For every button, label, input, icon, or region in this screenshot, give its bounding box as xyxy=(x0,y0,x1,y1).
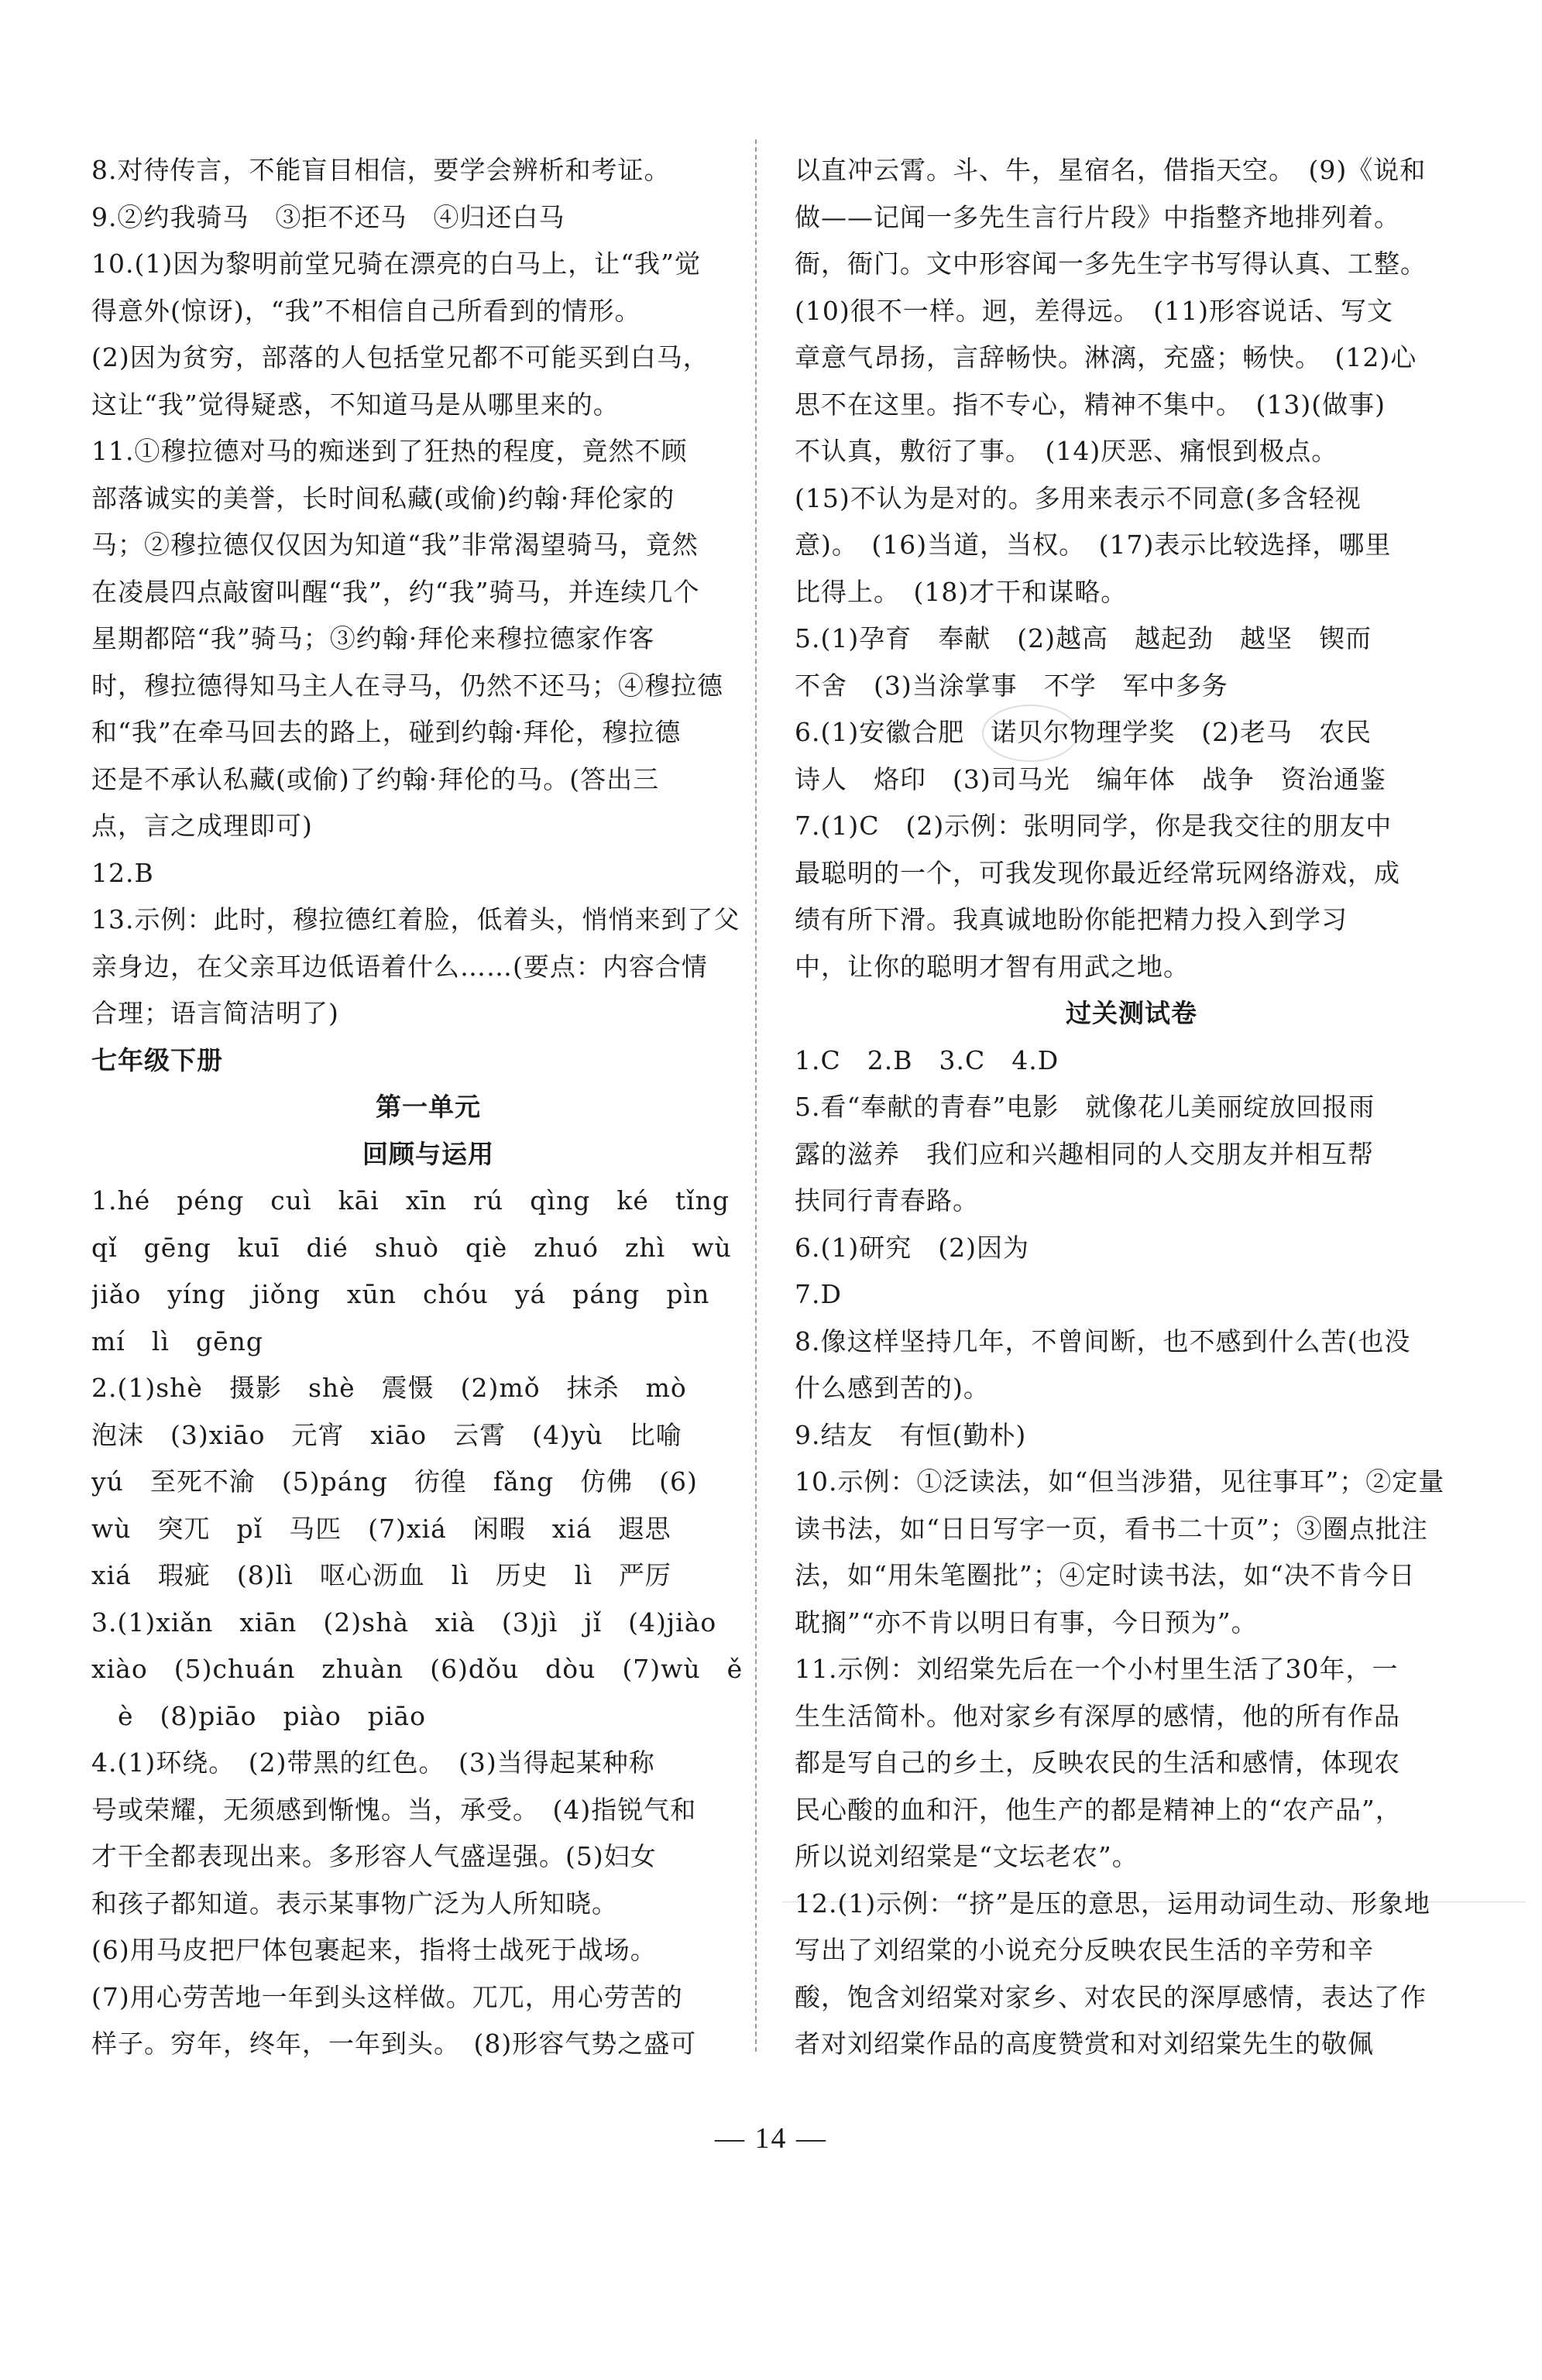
text-line: 和“我”在牵马回去的路上，碰到约翰·拜伦，穆拉德 xyxy=(91,717,682,747)
text-line: 时，穆拉德得知马主人在寻马，仍然不还马；④穆拉德 xyxy=(91,670,723,701)
text-line: 11.示例：刘绍棠先后在一个小村里生活了30年，一 xyxy=(795,1654,1399,1684)
text-line: 马；②穆拉德仅仅因为知道“我”非常渴望骑马，竟然 xyxy=(91,530,699,560)
text-line: 10.(1)因为黎明前堂兄骑在漂亮的白马上，让“我”觉 xyxy=(91,249,701,279)
text-line: 1.hé péng cuì kāi xīn rú qìng ké tǐng xyxy=(91,1185,730,1216)
text-line: 什么感到苦的)。 xyxy=(795,1373,990,1403)
text-line: 7.(1)C (2)示例：张明同学，你是我交往的朋友中 xyxy=(795,811,1393,841)
text-line: 衙，衙门。文中形容闻一多先生字书写得认真、工整。 xyxy=(795,249,1427,279)
text-line: 9.结友 有恒(勤朴) xyxy=(795,1419,1027,1450)
text-line: 章意气昂扬，言辞畅快。淋漓，充盛；畅快。 (12)心 xyxy=(795,342,1417,372)
text-line: 才干全都表现出来。多形容人气盛逞强。(5)妇女 xyxy=(91,1841,657,1871)
text-line: 点，言之成理即可) xyxy=(91,811,313,841)
unit-heading: 第一单元 xyxy=(376,1092,481,1122)
text-line: (7)用心劳苦地一年到头这样做。兀兀，用心劳苦的 xyxy=(91,1981,683,2012)
left-column xyxy=(91,147,765,2068)
text-line: mí lì gēng xyxy=(91,1325,263,1356)
text-line: 合理；语言简洁明了) xyxy=(91,998,339,1028)
text-line: è (8)piāo piào piāo xyxy=(91,1700,426,1731)
text-line: 诗人 烙印 (3)司马光 编年体 战争 资治通鉴 xyxy=(795,763,1386,794)
text-line: 者对刘绍棠作品的高度赞赏和对刘绍棠先生的敬佩 xyxy=(795,2028,1374,2059)
text-line: 读书法，如“日日写字一页，看书二十页”；③圈点批注 xyxy=(795,1513,1428,1544)
text-line: 不认真，敷衍了事。 (14)厌恶、痛恨到极点。 xyxy=(795,436,1338,466)
text-line: 这让“我”觉得疑惑，不知道马是从哪里来的。 xyxy=(91,389,620,420)
grade-heading: 七年级下册 xyxy=(91,1044,223,1075)
text-line: 8.对待传言，不能盲目相信，要学会辨析和考证。 xyxy=(91,155,671,185)
text-line: 做——记闻一多先生言行片段》中指整齐地排列着。 xyxy=(795,201,1400,232)
text-line: 10.示例：①泛读法，如“但当涉猎，见往事耳”；②定量 xyxy=(795,1466,1445,1497)
text-line: (10)很不一样。迥，差得远。 (11)形容说话、写文 xyxy=(795,295,1393,326)
text-line: xiào (5)chuán zhuàn (6)dǒu dòu (7)wù ě xyxy=(91,1654,744,1684)
text-line: 9.②约我骑马 ③拒不还马 ④归还白马 xyxy=(91,201,565,232)
text-line: 最聪明的一个，可我发现你最近经常玩网络游戏，成 xyxy=(795,857,1400,888)
text-line: 4.(1)环绕。 (2)带黑的红色。 (3)当得起某种称 xyxy=(91,1747,655,1778)
text-line: 12.B xyxy=(91,857,154,888)
text-line: 思不在这里。指不专心，精神不集中。 (13)(做事) xyxy=(795,389,1386,420)
text-line: 7.D xyxy=(795,1279,842,1309)
text-line: 泡沫 (3)xiāo 元宵 xiāo 云霄 (4)yù 比喻 xyxy=(91,1419,682,1450)
text-line: 1.C 2.B 3.C 4.D xyxy=(795,1044,1059,1075)
text-line: 6.(1)研究 (2)因为 xyxy=(795,1232,1029,1263)
test-heading: 过关测试卷 xyxy=(1066,998,1197,1028)
text-line: (6)用马皮把尸体包裹起来，指将士战死于战场。 xyxy=(91,1935,657,1965)
text-line: 12.(1)示例：“挤”是压的意思，运用动词生动、形象地 xyxy=(795,1888,1430,1919)
text-line: qǐ gēng kuī dié shuò qiè zhuó zhì wù xyxy=(91,1232,732,1263)
text-line: 在凌晨四点敲窗叫醒“我”，约“我”骑马，并连续几个 xyxy=(91,576,700,607)
text-line: 得意外(惊讶)，“我”不相信自己所看到的情形。 xyxy=(91,295,641,326)
text-line: xiá 瑕疵 (8)lì 呕心沥血 lì 历史 lì 严厉 xyxy=(91,1560,671,1590)
text-line: 不舍 (3)当涂掌事 不学 军中多务 xyxy=(795,670,1228,701)
text-line: wù 突兀 pǐ 马匹 (7)xiá 闲暇 xiá 遐思 xyxy=(91,1513,671,1544)
text-line: 号或荣耀，无须感到惭愧。当，承受。 (4)指锐气和 xyxy=(91,1794,697,1825)
text-line: 所以说刘绍棠是“文坛老农”。 xyxy=(795,1841,1138,1871)
text-line: 生生活简朴。他对家乡有深厚的感情，他的所有作品 xyxy=(795,1700,1400,1731)
text-line: 5.看“奉献的青春”电影 就像花儿美丽绽放回报雨 xyxy=(795,1092,1375,1122)
text-line: 扶同行青春路。 xyxy=(795,1185,979,1216)
text-line: 酸，饱含刘绍棠对家乡、对农民的深厚感情，表达了作 xyxy=(795,1981,1427,2012)
text-line: 部落诚实的美誉，长时间私藏(或偷)约翰·拜伦家的 xyxy=(91,482,675,513)
text-line: 5.(1)孕育 奉献 (2)越高 越起劲 越坚 锲而 xyxy=(795,623,1372,653)
right-column xyxy=(795,147,1468,2068)
text-line: 耽搁”“亦不肯以明日有事，今日预为”。 xyxy=(795,1607,1258,1638)
text-line: 星期都陪“我”骑马；③约翰·拜伦来穆拉德家作客 xyxy=(91,623,655,653)
text-line: (15)不认为是对的。多用来表示不同意(多含轻视 xyxy=(795,482,1362,513)
page-number: — 14 — xyxy=(715,2122,827,2155)
text-line: 还是不承认私藏(或偷)了约翰·拜伦的马。(答出三 xyxy=(91,763,660,794)
text-line: 11.①穆拉德对马的痴迷到了狂热的程度，竟然不顾 xyxy=(91,436,688,466)
section-heading: 回顾与运用 xyxy=(362,1138,494,1169)
text-line: 露的滋养 我们应和兴趣相同的人交朋友并相互帮 xyxy=(795,1138,1374,1169)
text-line: 样子。穷年，终年，一年到头。 (8)形容气势之盛可 xyxy=(91,2028,697,2059)
text-line: 6.(1)安徽合肥 诺贝尔物理学奖 (2)老马 农民 xyxy=(795,717,1372,747)
text-line: (2)因为贫穷，部落的人包括堂兄都不可能买到白马， xyxy=(91,342,709,372)
text-line: 法，如“用朱笔圈批”；④定时读书法，如“决不肯今日 xyxy=(795,1560,1416,1590)
text-line: 比得上。 (18)才干和谋略。 xyxy=(795,576,1128,607)
text-line: 意)。 (16)当道，当权。 (17)表示比较选择，哪里 xyxy=(795,530,1392,560)
text-line: 绩有所下滑。我真诚地盼你能把精力投入到学习 xyxy=(795,904,1348,935)
text-line: yú 至死不渝 (5)páng 彷徨 fǎng 仿佛 (6) xyxy=(91,1466,698,1497)
text-line: 都是写自己的乡土，反映农民的生活和感情，体现农 xyxy=(795,1747,1400,1778)
text-line: 亲身边，在父亲耳边低语着什么……(要点：内容合情 xyxy=(91,951,708,982)
text-line: 和孩子都知道。表示某事物广泛为人所知晓。 xyxy=(91,1888,618,1919)
text-line: 以直冲云霄。斗、牛，星宿名，借指天空。 (9)《说和 xyxy=(795,155,1427,185)
text-line: 2.(1)shè 摄影 shè 震慑 (2)mǒ 抹杀 mò xyxy=(91,1373,687,1403)
text-line: 3.(1)xiǎn xiān (2)shà xià (3)jì jǐ (4)jiào xyxy=(91,1607,717,1638)
text-line: 民心酸的血和汗，他生产的都是精神上的“农产品”， xyxy=(795,1794,1402,1825)
text-line: 8.像这样坚持几年，不曾间断，也不感到什么苦(也没 xyxy=(795,1325,1411,1356)
text-line: 写出了刘绍棠的小说充分反映农民生活的辛劳和辛 xyxy=(795,1935,1374,1965)
text-line: jiǎo yíng jiǒng xūn chóu yá páng pìn xyxy=(91,1279,710,1309)
text-line: 中，让你的聪明才智有用武之地。 xyxy=(795,951,1190,982)
text-line: 13.示例：此时，穆拉德红着脸，低着头，悄悄来到了父 xyxy=(91,904,740,935)
